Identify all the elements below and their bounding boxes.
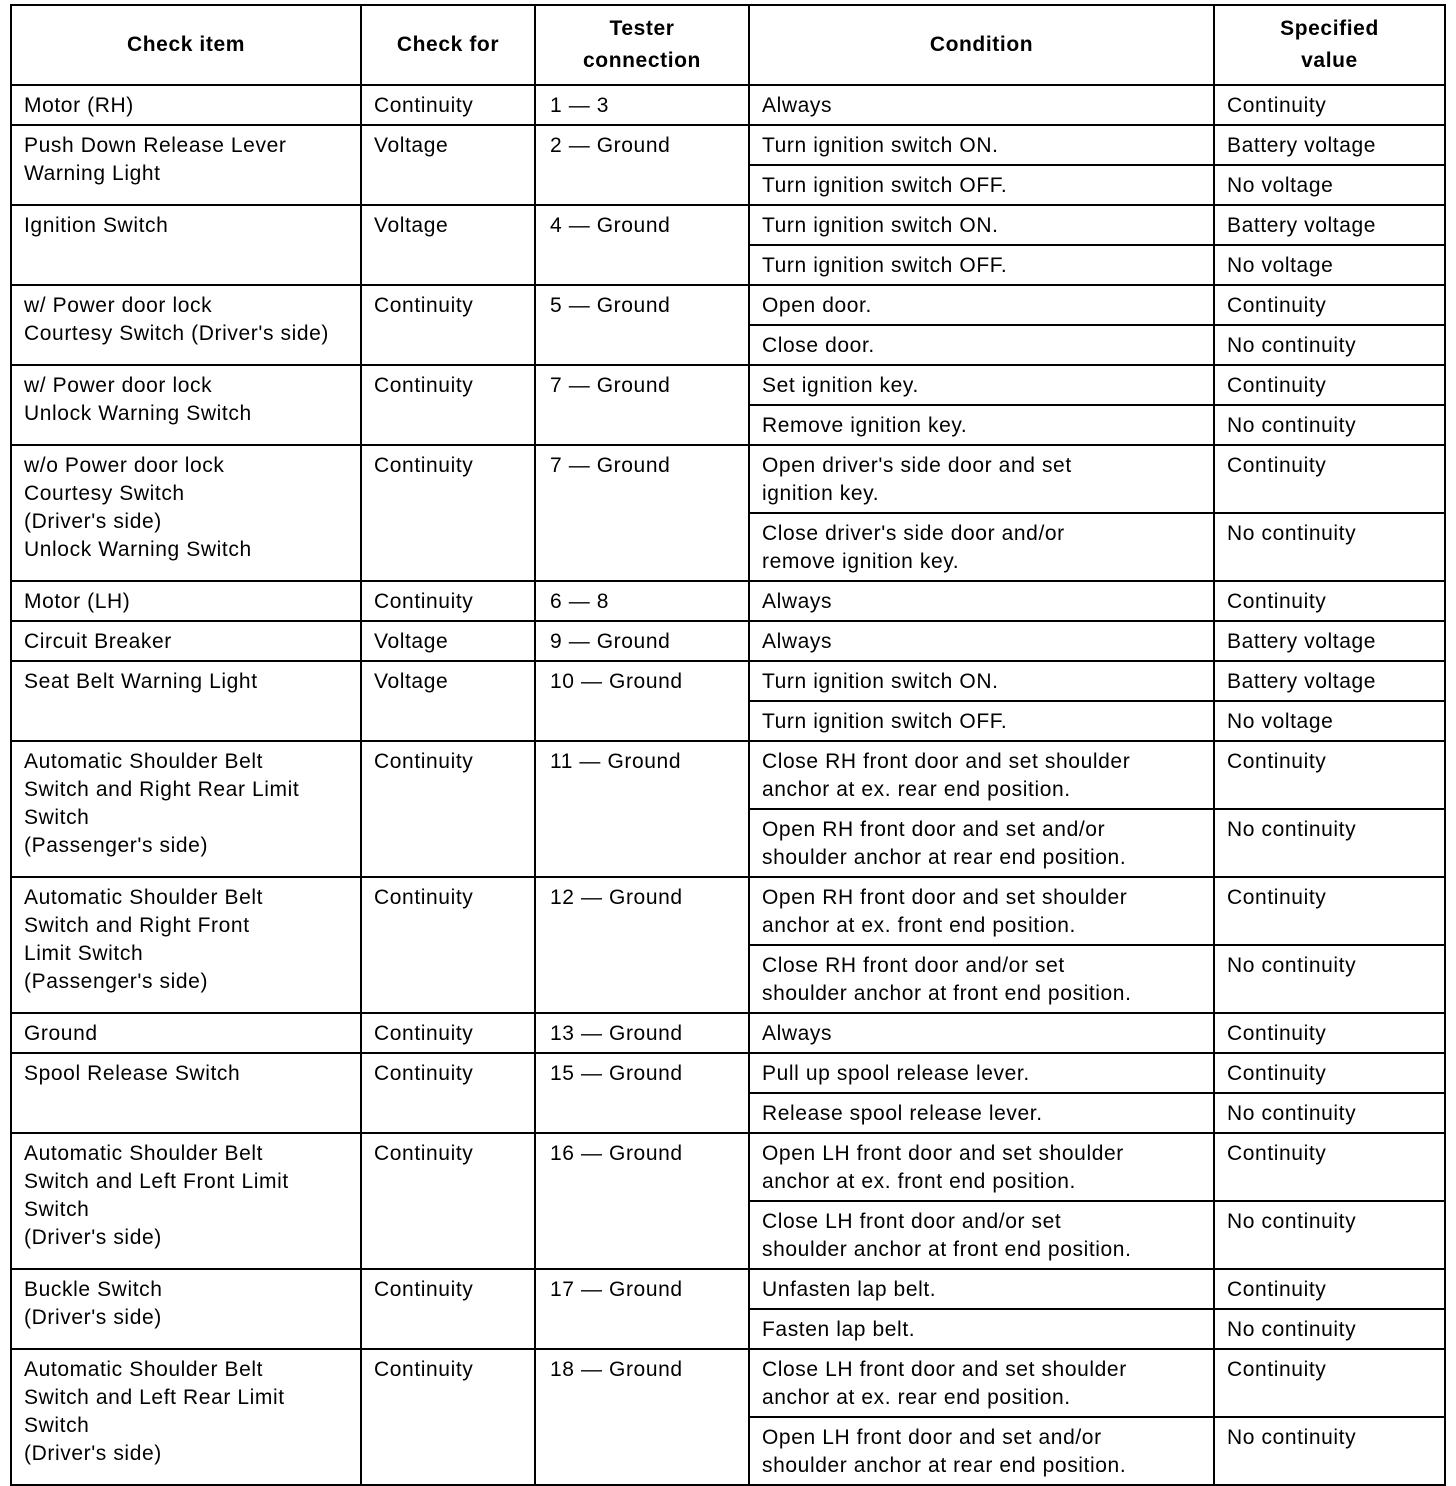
specified-value-cell: Continuity — [1214, 581, 1445, 621]
table-row — [11, 581, 1445, 621]
condition-cell: Close LH front door and/or set shoulder anchor at front end position. — [749, 1201, 1214, 1269]
specified-value-cell: No continuity — [1214, 1309, 1445, 1349]
condition-cell: Always — [749, 621, 1214, 661]
table-row — [11, 1133, 1445, 1201]
tester-connection-cell: 5 — Ground — [535, 285, 749, 365]
specified-value-cell: Continuity — [1214, 1053, 1445, 1093]
tester-connection-cell: 2 — Ground — [535, 125, 749, 205]
check-item-cell: Motor (LH) — [11, 581, 361, 621]
header-value-line2: value — [1301, 49, 1358, 72]
specified-value-cell: Battery voltage — [1214, 125, 1445, 165]
check-item-cell: Automatic Shoulder Belt Switch and Right Rear Limit Switch (Passenger's side) — [11, 741, 361, 877]
condition-cell: Open LH front door and set shoulder anchor at ex. front end position. — [749, 1133, 1214, 1201]
check-for-cell: Continuity — [361, 1053, 535, 1133]
tester-connection-cell: 13 — Ground — [535, 1013, 749, 1053]
check-for-cell: Continuity — [361, 1013, 535, 1053]
check-item-cell: w/ Power door lock Courtesy Switch (Driver's side) — [11, 285, 361, 365]
specified-value-cell: Continuity — [1214, 365, 1445, 405]
table-row — [11, 741, 1445, 809]
check-item-cell: Automatic Shoulder Belt Switch and Left Front Limit Switch (Driver's side) — [11, 1133, 361, 1269]
header-value-line1: Specified — [1280, 17, 1379, 40]
condition-cell: Set ignition key. — [749, 365, 1214, 405]
specified-value-cell: Battery voltage — [1214, 205, 1445, 245]
tester-connection-cell: 7 — Ground — [535, 365, 749, 445]
table-row — [11, 445, 1445, 513]
table-row — [11, 205, 1445, 245]
specified-value-cell: No voltage — [1214, 701, 1445, 741]
check-for-cell: Continuity — [361, 1269, 535, 1349]
condition-cell: Close RH front door and/or set shoulder anchor at front end position. — [749, 945, 1214, 1013]
check-for-cell: Continuity — [361, 581, 535, 621]
specified-value-cell: No continuity — [1214, 513, 1445, 581]
check-table — [10, 4, 1446, 1486]
table-row — [11, 1269, 1445, 1309]
check-for-cell: Voltage — [361, 621, 535, 661]
condition-cell: Open LH front door and set and/or shoulder anchor at rear end position. — [749, 1417, 1214, 1485]
table-row — [11, 125, 1445, 165]
tester-connection-cell: 15 — Ground — [535, 1053, 749, 1133]
specified-value-cell: No continuity — [1214, 325, 1445, 365]
check-item-cell: Circuit Breaker — [11, 621, 361, 661]
check-item-cell: Motor (RH) — [11, 85, 361, 125]
tester-connection-cell: 4 — Ground — [535, 205, 749, 285]
tester-connection-cell: 10 — Ground — [535, 661, 749, 741]
tester-connection-cell: 7 — Ground — [535, 445, 749, 581]
table-row — [11, 1053, 1445, 1093]
header-condition: Condition — [749, 5, 1214, 85]
check-for-cell: Voltage — [361, 661, 535, 741]
check-item-cell: Buckle Switch (Driver's side) — [11, 1269, 361, 1349]
check-item-cell: w/o Power door lock Courtesy Switch (Driver's side) Unlock Warning Switch — [11, 445, 361, 581]
tester-connection-cell: 18 — Ground — [535, 1349, 749, 1485]
table-row — [11, 1013, 1445, 1053]
specified-value-cell: Continuity — [1214, 741, 1445, 809]
tester-connection-cell: 16 — Ground — [535, 1133, 749, 1269]
condition-cell: Release spool release lever. — [749, 1093, 1214, 1133]
condition-cell: Close door. — [749, 325, 1214, 365]
check-for-cell: Continuity — [361, 445, 535, 581]
condition-cell: Open RH front door and set shoulder anchor at ex. front end position. — [749, 877, 1214, 945]
specified-value-cell: Battery voltage — [1214, 621, 1445, 661]
condition-cell: Always — [749, 85, 1214, 125]
condition-cell: Fasten lap belt. — [749, 1309, 1214, 1349]
check-for-cell: Continuity — [361, 85, 535, 125]
specified-value-cell: Continuity — [1214, 1269, 1445, 1309]
header-tester-line1: Tester — [609, 17, 675, 40]
check-for-cell: Continuity — [361, 741, 535, 877]
check-for-cell: Continuity — [361, 877, 535, 1013]
check-item-cell: Spool Release Switch — [11, 1053, 361, 1133]
check-for-cell: Voltage — [361, 125, 535, 205]
table-row — [11, 285, 1445, 325]
tester-connection-cell: 6 — 8 — [535, 581, 749, 621]
specified-value-cell: Continuity — [1214, 1349, 1445, 1417]
condition-cell: Pull up spool release lever. — [749, 1053, 1214, 1093]
condition-cell: Turn ignition switch OFF. — [749, 165, 1214, 205]
check-for-cell: Continuity — [361, 1133, 535, 1269]
tester-connection-cell: 11 — Ground — [535, 741, 749, 877]
specified-value-cell: No voltage — [1214, 245, 1445, 285]
condition-cell: Always — [749, 1013, 1214, 1053]
condition-cell: Remove ignition key. — [749, 405, 1214, 445]
specified-value-cell: No continuity — [1214, 1201, 1445, 1269]
condition-cell: Always — [749, 581, 1214, 621]
specified-value-cell: No continuity — [1214, 1417, 1445, 1485]
condition-cell: Turn ignition switch OFF. — [749, 245, 1214, 285]
specified-value-cell: Continuity — [1214, 1133, 1445, 1201]
condition-cell: Open RH front door and set and/or shoulder anchor at rear end position. — [749, 809, 1214, 877]
tester-connection-cell: 17 — Ground — [535, 1269, 749, 1349]
check-for-cell: Voltage — [361, 205, 535, 285]
condition-cell: Close driver's side door and/or remove ignition key. — [749, 513, 1214, 581]
table-row — [11, 877, 1445, 945]
check-item-cell: w/ Power door lock Unlock Warning Switch — [11, 365, 361, 445]
condition-cell: Turn ignition switch OFF. — [749, 701, 1214, 741]
specified-value-cell: No continuity — [1214, 1093, 1445, 1133]
condition-cell: Turn ignition switch ON. — [749, 205, 1214, 245]
condition-cell: Turn ignition switch ON. — [749, 125, 1214, 165]
specified-value-cell: Continuity — [1214, 85, 1445, 125]
table-row — [11, 621, 1445, 661]
condition-cell: Close LH front door and set shoulder anchor at ex. rear end position. — [749, 1349, 1214, 1417]
check-item-cell: Automatic Shoulder Belt Switch and Right Front Limit Switch (Passenger's side) — [11, 877, 361, 1013]
condition-cell: Close RH front door and set shoulder anchor at ex. rear end position. — [749, 741, 1214, 809]
table-row — [11, 365, 1445, 405]
header-tester-line2: connection — [582, 49, 701, 72]
check-item-cell: Push Down Release Lever Warning Light — [11, 125, 361, 205]
table-row — [11, 661, 1445, 701]
condition-cell: Turn ignition switch ON. — [749, 661, 1214, 701]
check-for-cell: Continuity — [361, 1349, 535, 1485]
check-for-cell: Continuity — [361, 285, 535, 365]
specified-value-cell: No continuity — [1214, 945, 1445, 1013]
header-check-for: Check for — [361, 5, 535, 85]
header-tester-connection — [535, 5, 749, 85]
condition-cell: Open driver's side door and set ignition key. — [749, 445, 1214, 513]
specified-value-cell: Continuity — [1214, 285, 1445, 325]
table-row — [11, 85, 1445, 125]
table-row — [11, 1349, 1445, 1417]
specified-value-cell: Continuity — [1214, 445, 1445, 513]
check-item-cell: Seat Belt Warning Light — [11, 661, 361, 741]
table-body — [11, 85, 1445, 1485]
condition-cell: Open door. — [749, 285, 1214, 325]
specified-value-cell: No continuity — [1214, 809, 1445, 877]
specified-value-cell: No voltage — [1214, 165, 1445, 205]
check-item-cell: Ignition Switch — [11, 205, 361, 285]
tester-connection-cell: 9 — Ground — [535, 621, 749, 661]
specified-value-cell: Battery voltage — [1214, 661, 1445, 701]
check-item-cell: Automatic Shoulder Belt Switch and Left Rear Limit Switch (Driver's side) — [11, 1349, 361, 1485]
header-specified-value — [1214, 5, 1445, 85]
tester-connection-cell: 12 — Ground — [535, 877, 749, 1013]
header-row — [11, 5, 1445, 85]
specified-value-cell: No continuity — [1214, 405, 1445, 445]
check-for-cell: Continuity — [361, 365, 535, 445]
header-check-item: Check item — [11, 5, 361, 85]
check-item-cell: Ground — [11, 1013, 361, 1053]
condition-cell: Unfasten lap belt. — [749, 1269, 1214, 1309]
specified-value-cell: Continuity — [1214, 877, 1445, 945]
specified-value-cell: Continuity — [1214, 1013, 1445, 1053]
tester-connection-cell: 1 — 3 — [535, 85, 749, 125]
